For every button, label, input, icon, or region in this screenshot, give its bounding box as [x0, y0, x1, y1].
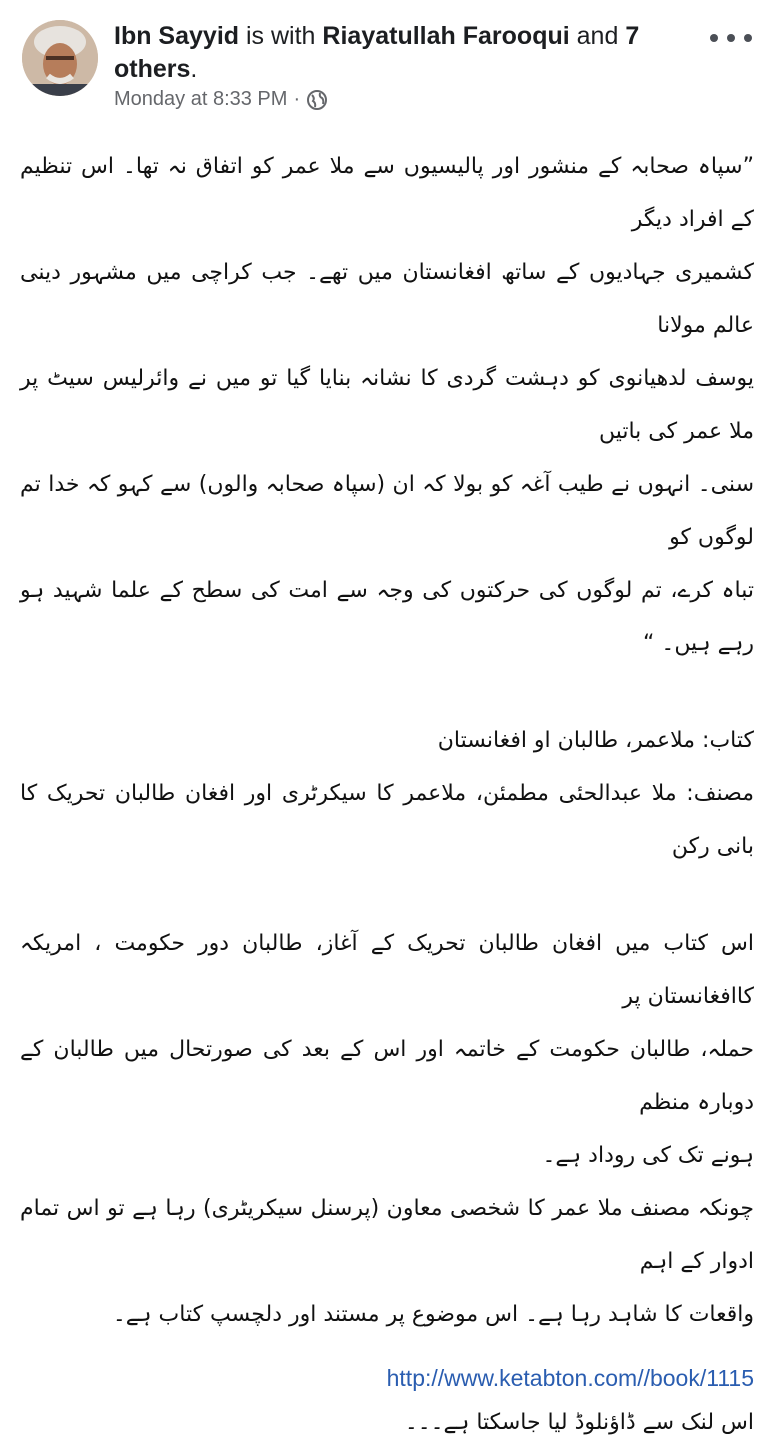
author-name-link[interactable]: Ibn Sayyid — [114, 22, 240, 50]
secretary-line: چونکہ مصنف ملا عمر کا شخصی معاون (پرسنل سیکریٹری) رہا ہے تو اس تمام ادوار کے اہم — [20, 1196, 754, 1274]
post-meta — [114, 88, 328, 111]
author-avatar[interactable] — [22, 20, 98, 96]
globe-icon[interactable] — [306, 89, 328, 111]
summary-paragraph — [20, 917, 754, 1341]
period-text: . — [190, 55, 198, 83]
book-link[interactable]: http://www.ketabton.com//book/1115 — [386, 1365, 754, 1391]
tagged-person-link[interactable]: Riayatullah Farooqui — [322, 22, 570, 50]
summary-line: اس کتاب میں افغان طالبان تحریک کے آغاز، طالبان دور حکومت ، امریکہ کاافغانستان پر — [20, 931, 754, 1009]
summary-line: ہونے تک کی روداد ہے۔ — [542, 1143, 754, 1168]
quote-line: تباہ کرے، تم لوگوں کی حرکتوں کی وجہ سے امت کی سطح کے علما شہید ہو رہے ہیں۔ “ — [20, 578, 754, 656]
download-line: اس لنک سے ڈاؤنلوڈ لیا جاسکتا ہے۔۔۔ — [404, 1410, 754, 1435]
meta-separator: · — [293, 88, 301, 110]
download-paragraph — [20, 1396, 754, 1449]
post-header — [0, 0, 774, 120]
post-headline — [114, 20, 704, 86]
book-title-line: کتاب: ملاعمر، طالبان او افغانستان — [437, 728, 754, 753]
others-link[interactable]: 7 others — [114, 22, 640, 83]
more-options-icon[interactable] — [710, 28, 752, 48]
secretary-line: واقعات کا شاہد رہا ہے۔ اس موضوع پر مستند اور دلچسپ کتاب ہے۔ — [112, 1302, 754, 1327]
quote-line: سنی۔ انہوں نے طیب آغہ کو بولا کہ ان (سپاہ صحابہ والوں) سے کہو کہ خدا تم لوگوں کو — [20, 472, 754, 550]
post-body — [20, 140, 754, 1449]
quote-paragraph — [20, 140, 754, 670]
quote-line: کشمیری جہادیوں کے ساتھ افغانستان میں تھے۔ جب کراچی میں مشہور دینی عالم مولانا — [20, 260, 754, 338]
and-text: and — [576, 22, 619, 50]
post-timestamp[interactable]: Monday at 8:33 PM — [114, 88, 288, 110]
with-text: is with — [246, 22, 316, 50]
quote-line: یوسف لدھیانوی کو دہشت گردی کا نشانہ بنایا گیا تو میں نے وائرلیس سیٹ پر ملا عمر کی باتیں — [20, 366, 754, 444]
book-author-line: مصنف: ملا عبدالحئی مطمئن، ملاعمر کا سیکرٹری اور افغان طالبان تحریک کا بانی رکن — [20, 781, 754, 859]
book-info — [20, 714, 754, 873]
summary-line: حملہ، طالبان حکومت کے خاتمہ اور اس کے بعد کی صورتحال میں طالبان کے دوبارہ منظم — [20, 1037, 754, 1115]
quote-line: ”سپاہ صحابہ کے منشور اور پالیسیوں سے ملا عمر کو اتفاق نہ تھا۔ اس تنظیم کے افراد دیگر — [20, 154, 754, 232]
link-block — [20, 1365, 754, 1392]
